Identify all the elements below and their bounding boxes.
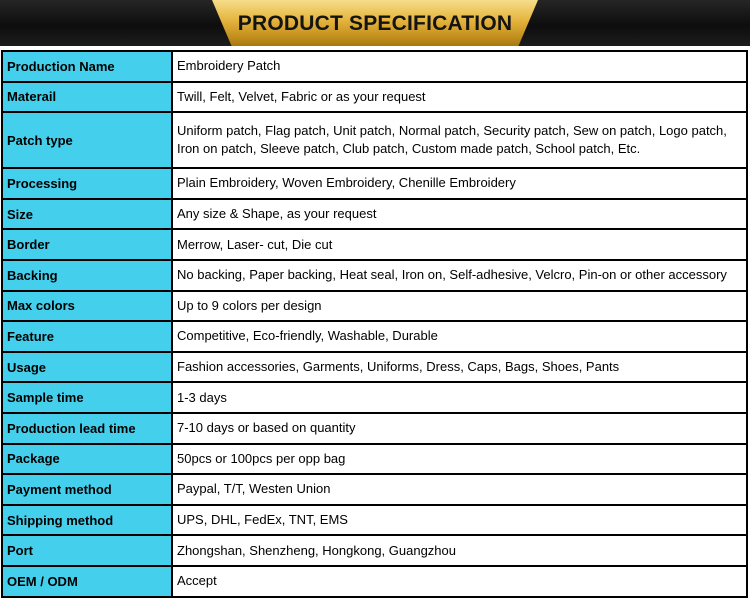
spec-table — [1, 50, 748, 598]
row-label: Processing — [2, 168, 172, 199]
row-value: Twill, Felt, Velvet, Fabric or as your request — [172, 82, 747, 113]
row-label: Shipping method — [2, 505, 172, 536]
row-value: Merrow, Laser- cut, Die cut — [172, 229, 747, 260]
row-label: Size — [2, 199, 172, 230]
row-value: 7-10 days or based on quantity — [172, 413, 747, 444]
row-label: Sample time — [2, 382, 172, 413]
table-row — [2, 229, 747, 260]
table-row — [2, 112, 747, 168]
row-value: Zhongshan, Shenzheng, Hongkong, Guangzhou — [172, 535, 747, 566]
row-label: Port — [2, 535, 172, 566]
header-banner — [0, 0, 750, 46]
table-row — [2, 82, 747, 113]
row-value: Up to 9 colors per design — [172, 291, 747, 322]
row-value: Accept — [172, 566, 747, 597]
row-value: 1-3 days — [172, 382, 747, 413]
row-value: Competitive, Eco-friendly, Washable, Durable — [172, 321, 747, 352]
row-label: Max colors — [2, 291, 172, 322]
table-row — [2, 352, 747, 383]
page-title: PRODUCT SPECIFICATION — [237, 12, 513, 35]
row-value: No backing, Paper backing, Heat seal, Iron on, Self-adhesive, Velcro, Pin-on or other accessory — [172, 260, 747, 291]
table-row — [2, 474, 747, 505]
row-value: UPS, DHL, FedEx, TNT, EMS — [172, 505, 747, 536]
table-row — [2, 51, 747, 82]
row-label: OEM / ODM — [2, 566, 172, 597]
row-label: Border — [2, 229, 172, 260]
table-row — [2, 444, 747, 475]
table-row — [2, 199, 747, 230]
row-value: Uniform patch, Flag patch, Unit patch, Normal patch, Security patch, Sew on patch, Logo patch, Iron on patch, Sleeve patch, Club patch, Custom made patch, School patch, Etc. — [172, 112, 747, 168]
row-label: Backing — [2, 260, 172, 291]
table-row — [2, 413, 747, 444]
row-value: Paypal, T/T, Westen Union — [172, 474, 747, 505]
table-row — [2, 382, 747, 413]
row-label: Materail — [2, 82, 172, 113]
table-row — [2, 168, 747, 199]
table-row — [2, 291, 747, 322]
row-value: Plain Embroidery, Woven Embroidery, Chenille Embroidery — [172, 168, 747, 199]
row-value: 50pcs or 100pcs per opp bag — [172, 444, 747, 475]
row-label: Package — [2, 444, 172, 475]
table-row — [2, 505, 747, 536]
row-label: Feature — [2, 321, 172, 352]
row-label: Usage — [2, 352, 172, 383]
row-value: Fashion accessories, Garments, Uniforms, Dress, Caps, Bags, Shoes, Pants — [172, 352, 747, 383]
row-value: Any size & Shape, as your request — [172, 199, 747, 230]
table-row — [2, 321, 747, 352]
table-row — [2, 535, 747, 566]
table-row — [2, 260, 747, 291]
row-label: Patch type — [2, 112, 172, 168]
table-row — [2, 566, 747, 597]
row-label: Payment method — [2, 474, 172, 505]
row-label: Production Name — [2, 51, 172, 82]
row-value: Embroidery Patch — [172, 51, 747, 82]
row-label: Production lead time — [2, 413, 172, 444]
